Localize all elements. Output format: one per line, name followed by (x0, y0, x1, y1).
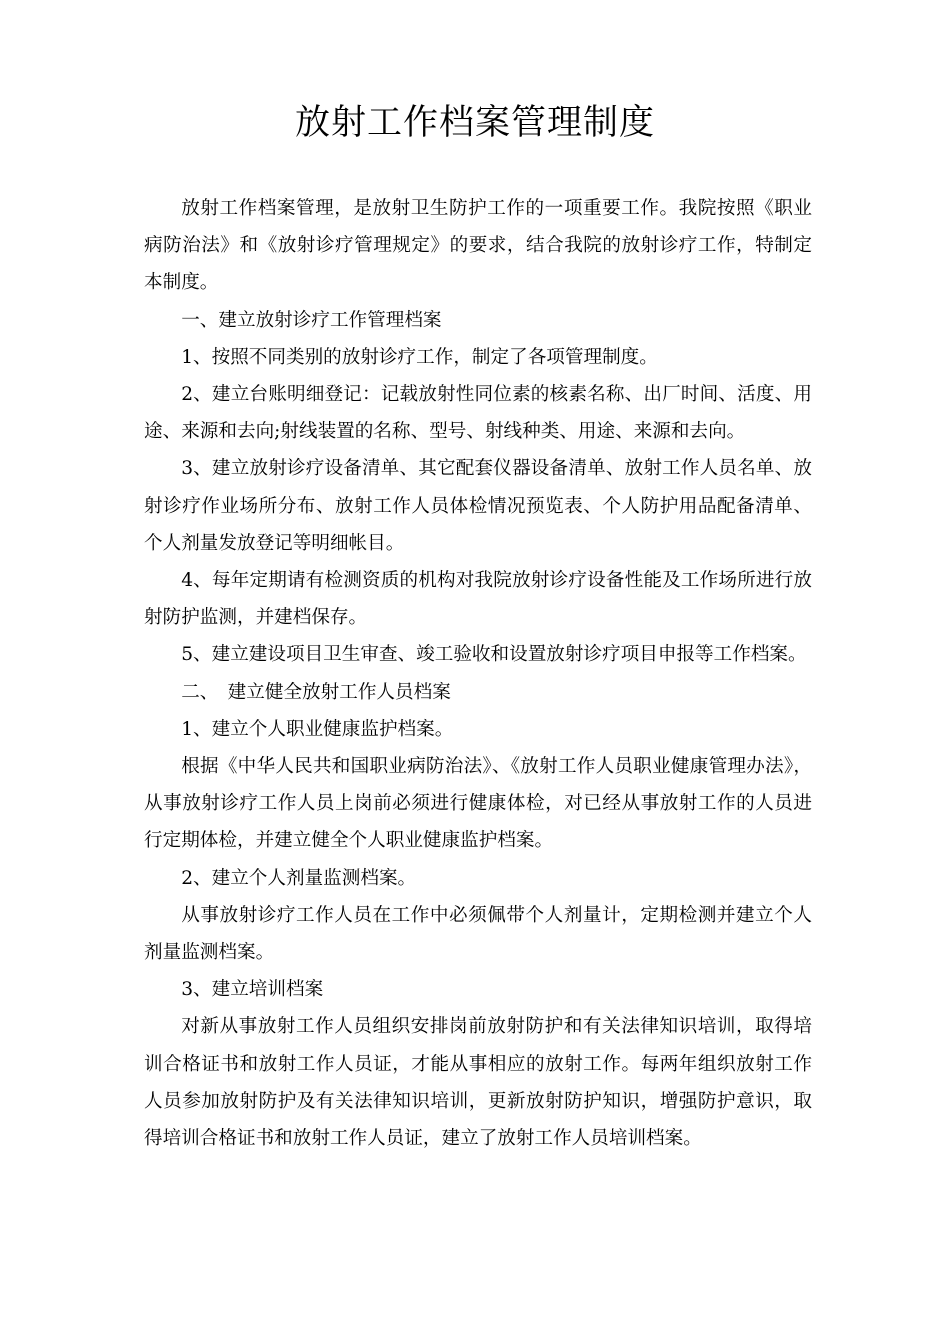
list-item: 1、建立个人职业健康监护档案。 (181, 718, 454, 740)
paragraph: 对新从事放射工作人员组织安排岗前放射防护和有关法律知识培训，取得培训合格证书和放射工作人员证，才能从事相应的放射工作。每两年组织放射工作人员参加放射防护及有关法律知识培训，更新放射防护知识，增强防护意识，取得培训合格证书和放射工作人员证，建立了放射工作人员培训档案。 (144, 1016, 812, 1150)
list-item: 5、建立建设项目卫生审查、竣工验收和设置放射诊疗项目申报等工作档案。 (181, 644, 807, 666)
section-heading-2: 二、 建立健全放射工作人员档案 (181, 681, 451, 703)
list-item: 3、建立培训档案 (181, 979, 324, 1001)
paragraph: 根据《中华人民共和国职业病防治法》、《放射工作人员职业健康管理办法》，从事放射诊疗工作人员上岗前必须进行健康体检，对已经从事放射工作的人员进行定期体检，并建立健全个人职业健康监护档案。 (144, 756, 812, 852)
paragraph: 从事放射诊疗工作人员在工作中必须佩带个人剂量计，定期检测并建立个人剂量监测档案。 (144, 904, 812, 964)
list-item: 2、建立台账明细登记：记载放射性同位素的核素名称、出厂时间、活度、用途、来源和去向;射线装置的名称、型号、射线种类、用途、来源和去向。 (144, 384, 812, 443)
list-item: 3、建立放射诊疗设备清单、其它配套仪器设备清单、放射工作人员名单、放射诊疗作业场所分布、放射工作人员体检情况预览表、个人防护用品配备清单、个人剂量发放登记等明细帐目。 (144, 458, 812, 554)
section-heading-1: 一、建立放射诊疗工作管理档案 (181, 309, 442, 331)
list-item: 4、每年定期请有检测资质的机构对我院放射诊疗设备性能及工作场所进行放射防护监测，并建档保存。 (144, 570, 812, 629)
list-item: 2、建立个人剂量监测档案。 (181, 867, 417, 889)
paragraph-intro: 放射工作档案管理，是放射卫生防护工作的一项重要工作。我院按照《职业病防治法》和《放射诊疗管理规定》的要求，结合我院的放射诊疗工作，特制定本制度。 (144, 198, 812, 294)
list-item: 1、按照不同类别的放射诊疗工作，制定了各项管理制度。 (181, 346, 658, 368)
page-title: 放射工作档案管理制度 (294, 103, 655, 143)
document-body (144, 190, 812, 1157)
